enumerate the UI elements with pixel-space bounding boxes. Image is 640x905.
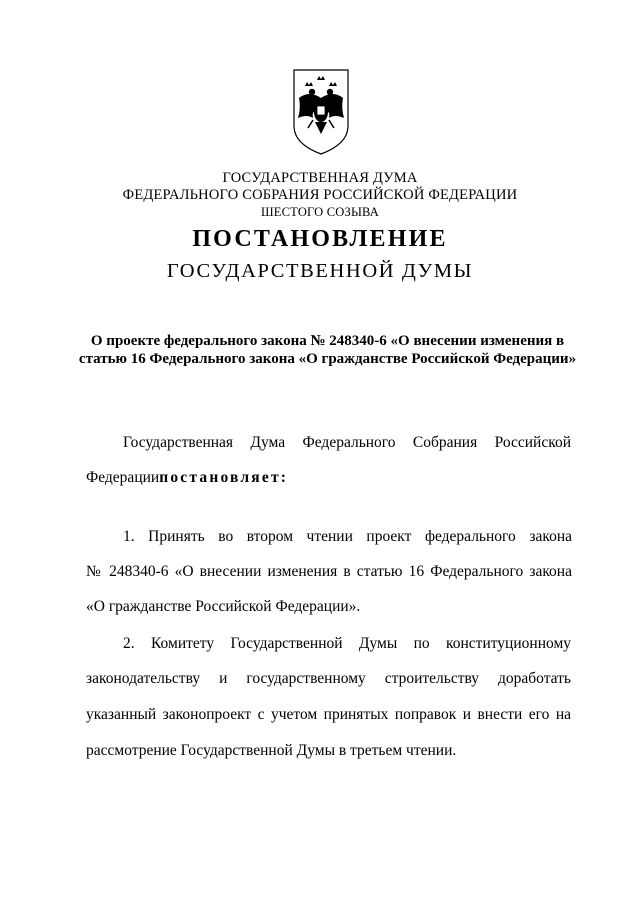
item-1-line-3: «О гражданстве Российской Федерации». (86, 598, 361, 615)
org-line-1: ГОСУДАРСТВЕННАЯ ДУМА (222, 170, 418, 186)
item-2-line-2: законодательству и государственному строительству доработать (86, 670, 571, 687)
preamble-line-2 (86, 469, 288, 487)
preamble-line-1: Государственная Дума Федерального Собрания Российской (123, 434, 571, 451)
item-2-line-4: рассмотрение Государственной Думы в третьем чтении. (86, 742, 457, 759)
item-2-line-3: указанный законопроект с учетом принятых поправок и внести его на (86, 706, 571, 723)
item-2-line-1: 2. Комитету Государственной Думы по конституционному (123, 635, 571, 652)
preamble-federation: Федерации (86, 469, 160, 486)
item-1-line-2: № 248340-6 «О внесении изменения в статью 16 Федерального закона (86, 563, 572, 580)
item-1-line-1: 1. Принять во втором чтении проект федерального закона (123, 528, 572, 545)
org-line-2: ФЕДЕРАЛЬНОГО СОБРАНИЯ РОССИЙСКОЙ ФЕДЕРАЦИИ (122, 187, 518, 203)
document-title: ПОСТАНОВЛЕНИЕ (192, 226, 448, 252)
org-line-3: ШЕСТОГО СОЗЫВА (260, 205, 380, 219)
document-subject: О проекте федерального закона № 248340-6 «О внесении изменения в статью 16 Федерального закона «О гражданстве Российской Федерации» (78, 333, 577, 367)
document-subtitle: ГОСУДАРСТВЕННОЙ ДУМЫ (166, 260, 474, 282)
coat-of-arms-icon (291, 68, 351, 156)
preamble-decides: постановляет: (159, 469, 289, 486)
